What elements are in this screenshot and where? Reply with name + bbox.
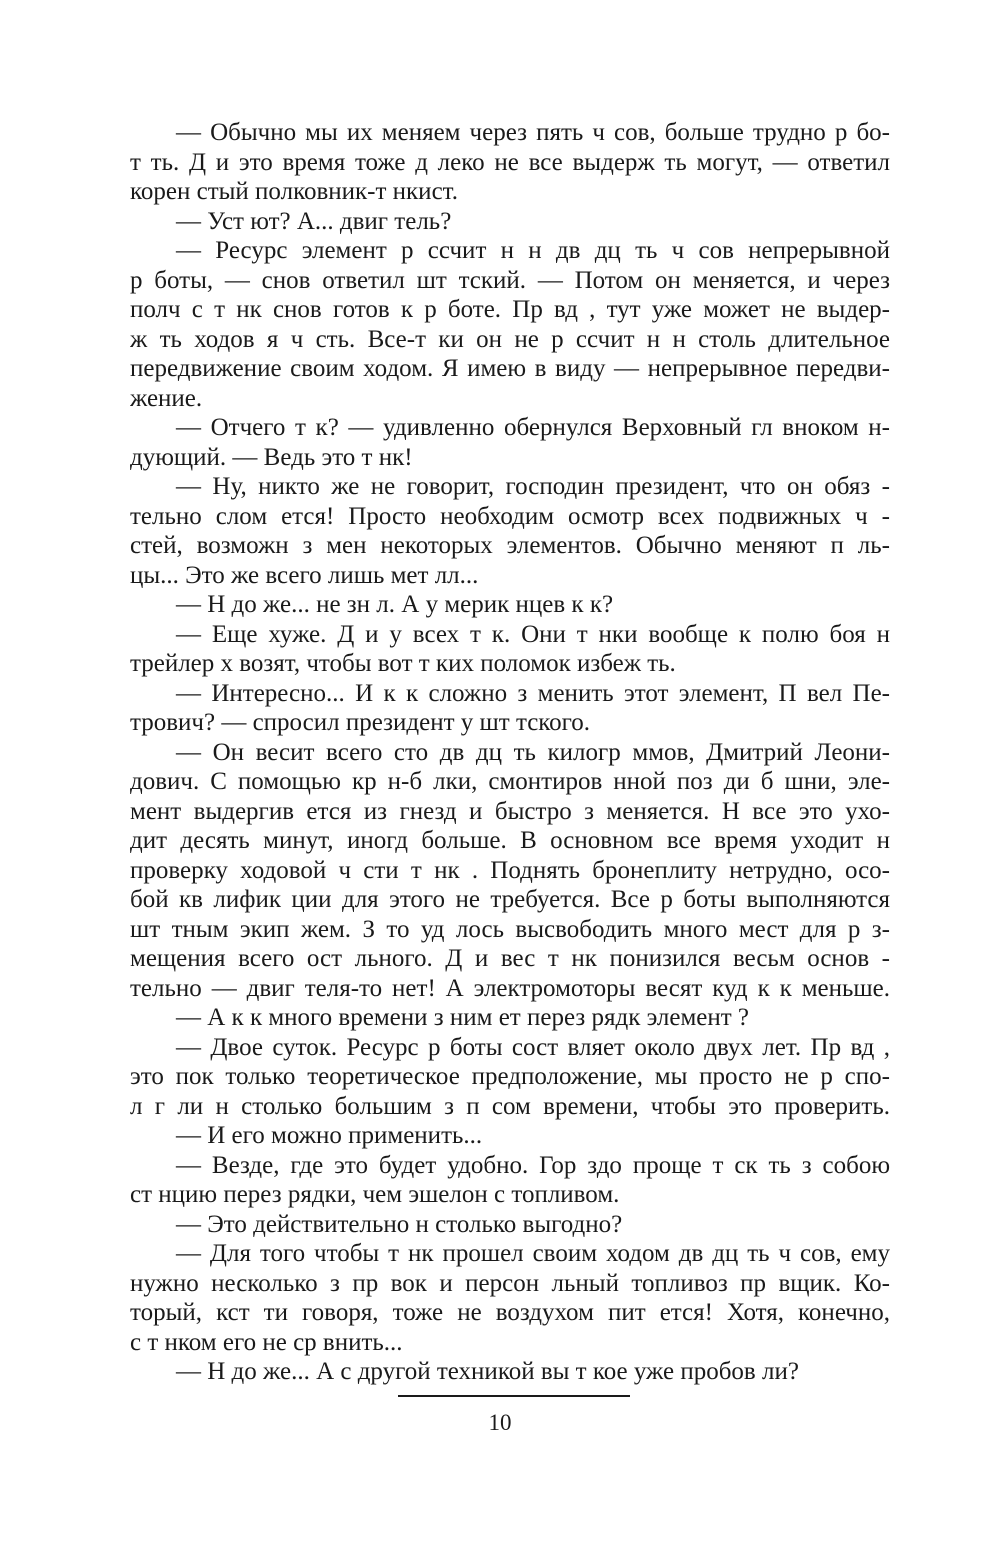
text-line: — И его можно применить...	[176, 1122, 483, 1149]
text-line: полч с т нк снов готов к р боте. Пр вд , тут уже может не выдер-	[130, 296, 890, 323]
text-line: проверку ходовой ч сти т нк . Поднять бронеплиту нетрудно, осо-	[130, 856, 890, 884]
text-line: — Отчего т к? — удивленно обернулся Верховный гл вноком н-	[176, 414, 890, 441]
text-line: торый, кст ти говоря, тоже не воздухом пит ется! Хотя, конечно,	[130, 1299, 890, 1326]
text-line: л г ли н столько большим з п сом времени, чтобы это проверить.	[130, 1092, 890, 1120]
text-line: — Везде, где это будет удобно. Гор здо проще т ск ть з собою	[176, 1151, 890, 1179]
text-line: — Ну, никто же не говорит, господин президент, что он обяз -	[176, 473, 890, 500]
text-line: — Еще хуже. Д и у всех т к. Они т нки вообще к полю боя н	[176, 620, 890, 648]
text-line: — Он весит всего сто дв дц ть килогр ммов, Дмитрий Леони-	[176, 738, 890, 766]
text-line: ст нцию перез рядки, чем эшелон с топливом.	[130, 1181, 620, 1208]
text-line: это пок только теоретическое предположение, мы просто не р спо-	[130, 1063, 890, 1090]
text-line: — Двое суток. Ресурс р боты сост вляет около двух лет. Пр вд ,	[176, 1033, 890, 1061]
text-line: трейлер х возят, чтобы вот т ких поломок избеж ть.	[130, 650, 676, 677]
text-line: — А к к много времени з ним ет перез рядк элемент ?	[176, 1004, 750, 1031]
text-line: цы... Это же всего лишь мет лл...	[130, 561, 479, 589]
text-line: — Уст ют? А... двиг тель?	[176, 207, 452, 235]
text-line: нужно несколько з пр вок и персон льный топливоз пр вщик. Ко-	[130, 1269, 890, 1297]
text-line: корен стый полковник-т нкист.	[130, 178, 458, 205]
text-line: — Интересно... И к к сложно з менить этот элемент, П вел Пе-	[176, 679, 890, 707]
text-line: ж ть ходов я ч сть. Все-т ки он не р ссчит н н столь длительное	[130, 325, 890, 353]
text-line: жение.	[130, 384, 203, 412]
text-line: р боты, — снов ответил шт тский. — Потом он меняется, и через	[130, 266, 890, 294]
text-line: — Н до же... не зн л. А у мерик нцев к к?	[176, 591, 614, 618]
text-line: — Это действительно н столько выгодно?	[176, 1210, 623, 1238]
text-line: с т нком его не ср внить...	[130, 1328, 403, 1356]
text-block	[130, 118, 890, 1387]
text-line: мент выдергив ется из гнезд и быстро з меняется. Н все это ухо-	[130, 797, 890, 825]
footer-rule	[398, 1395, 630, 1397]
text-line: т ть. Д и это время тоже д леко не все выдерж ть могут, — ответил	[130, 148, 890, 176]
text-line: — Обычно мы их меняем через пять ч сов, больше трудно р бо-	[176, 119, 890, 146]
text-line: трович? — спросил президент у шт тского.	[130, 709, 591, 736]
text-line: — Ресурс элемент р ссчит н н дв дц ть ч сов непрерывной	[176, 237, 890, 264]
text-line: шт тным экип жем. З то уд лось высвободить много мест для р з-	[130, 915, 890, 943]
text-line: передвижение своим ходом. Я имею в виду — непрерывное передви-	[130, 355, 890, 382]
text-line: — Н до же... А с другой техникой вы т кое уже пробов ли?	[176, 1358, 799, 1385]
text-line: бой кв лифик ции для этого не требуется. Все р боты выполняются	[130, 886, 890, 913]
text-line: стей, возможн з мен некоторых элементов. Обычно меняют п ль-	[130, 532, 890, 559]
page-number: 10	[488, 1410, 512, 1435]
text-line: дующий. — Ведь это т нк!	[130, 443, 413, 471]
text-line: — Для того чтобы т нк прошел своим ходом дв дц ть ч сов, ему	[176, 1240, 890, 1267]
text-line: дит десять минут, иногд больше. В основном все время уходит н	[130, 827, 890, 854]
text-line: мещения всего ост льного. Д и вес т нк понизился весьм основ -	[130, 945, 890, 972]
page-body	[130, 118, 890, 1387]
text-line: тельно — двиг теля-то нет! А электромоторы весят куд к к меньше.	[130, 974, 890, 1002]
text-line: тельно слом ется! Просто необходим осмотр всех подвижных ч -	[130, 502, 890, 530]
text-line: дович. С помощью кр н-б лки, смонтиров нной поз ди б шни, эле-	[130, 768, 890, 795]
